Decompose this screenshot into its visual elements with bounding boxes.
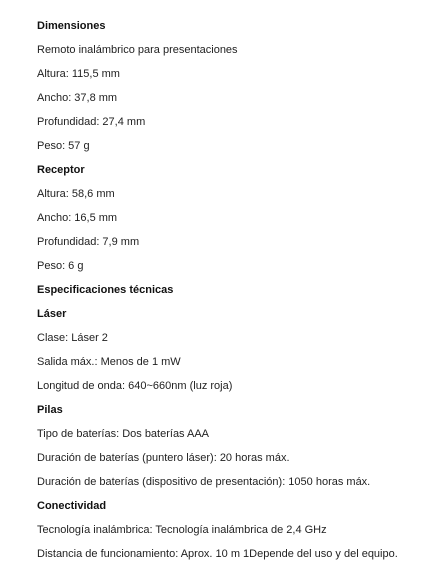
spec-laser-wavelength: Longitud de onda: 640~660nm (luz roja) [37, 380, 233, 392]
spec-receiver-depth: Profundidad: 7,9 mm [37, 236, 140, 248]
spec-battery-type: Tipo de baterías: Dos baterías AAA [37, 428, 210, 440]
section-heading-laser: Láser [37, 308, 67, 320]
section-heading-conectividad: Conectividad [37, 500, 107, 512]
spec-remote-height: Altura: 115,5 mm [37, 68, 120, 80]
section-heading-receptor: Receptor [37, 164, 85, 176]
spec-laser-output: Salida máx.: Menos de 1 mW [37, 356, 181, 368]
spec-receiver-weight: Peso: 6 g [37, 260, 84, 272]
product-spec-list [37, 14, 422, 566]
spec-remote-width: Ancho: 37,8 mm [37, 92, 118, 104]
spec-receiver-width: Ancho: 16,5 mm [37, 212, 118, 224]
section-heading-pilas: Pilas [37, 404, 63, 416]
section-heading-especificaciones: Especificaciones técnicas [37, 284, 174, 296]
spec-remote-depth: Profundidad: 27,4 mm [37, 116, 146, 128]
spec-remote-weight: Peso: 57 g [37, 140, 90, 152]
spec-receiver-height: Altura: 58,6 mm [37, 188, 115, 200]
spec-battery-life-laser: Duración de baterías (puntero láser): 20 horas máx. [37, 452, 290, 464]
spec-laser-class: Clase: Láser 2 [37, 332, 108, 344]
spec-wireless-tech: Tecnología inalámbrica: Tecnología inalámbrica de 2,4 GHz [37, 524, 327, 536]
spec-battery-life-presenter: Duración de baterías (dispositivo de presentación): 1050 horas máx. [37, 476, 371, 488]
spec-operating-distance: Distancia de funcionamiento: Aprox. 10 m 1Depende del uso y del equipo. [37, 548, 398, 560]
section-heading-dimensiones: Dimensiones [37, 20, 106, 32]
spec-remote-label: Remoto inalámbrico para presentaciones [37, 44, 238, 56]
